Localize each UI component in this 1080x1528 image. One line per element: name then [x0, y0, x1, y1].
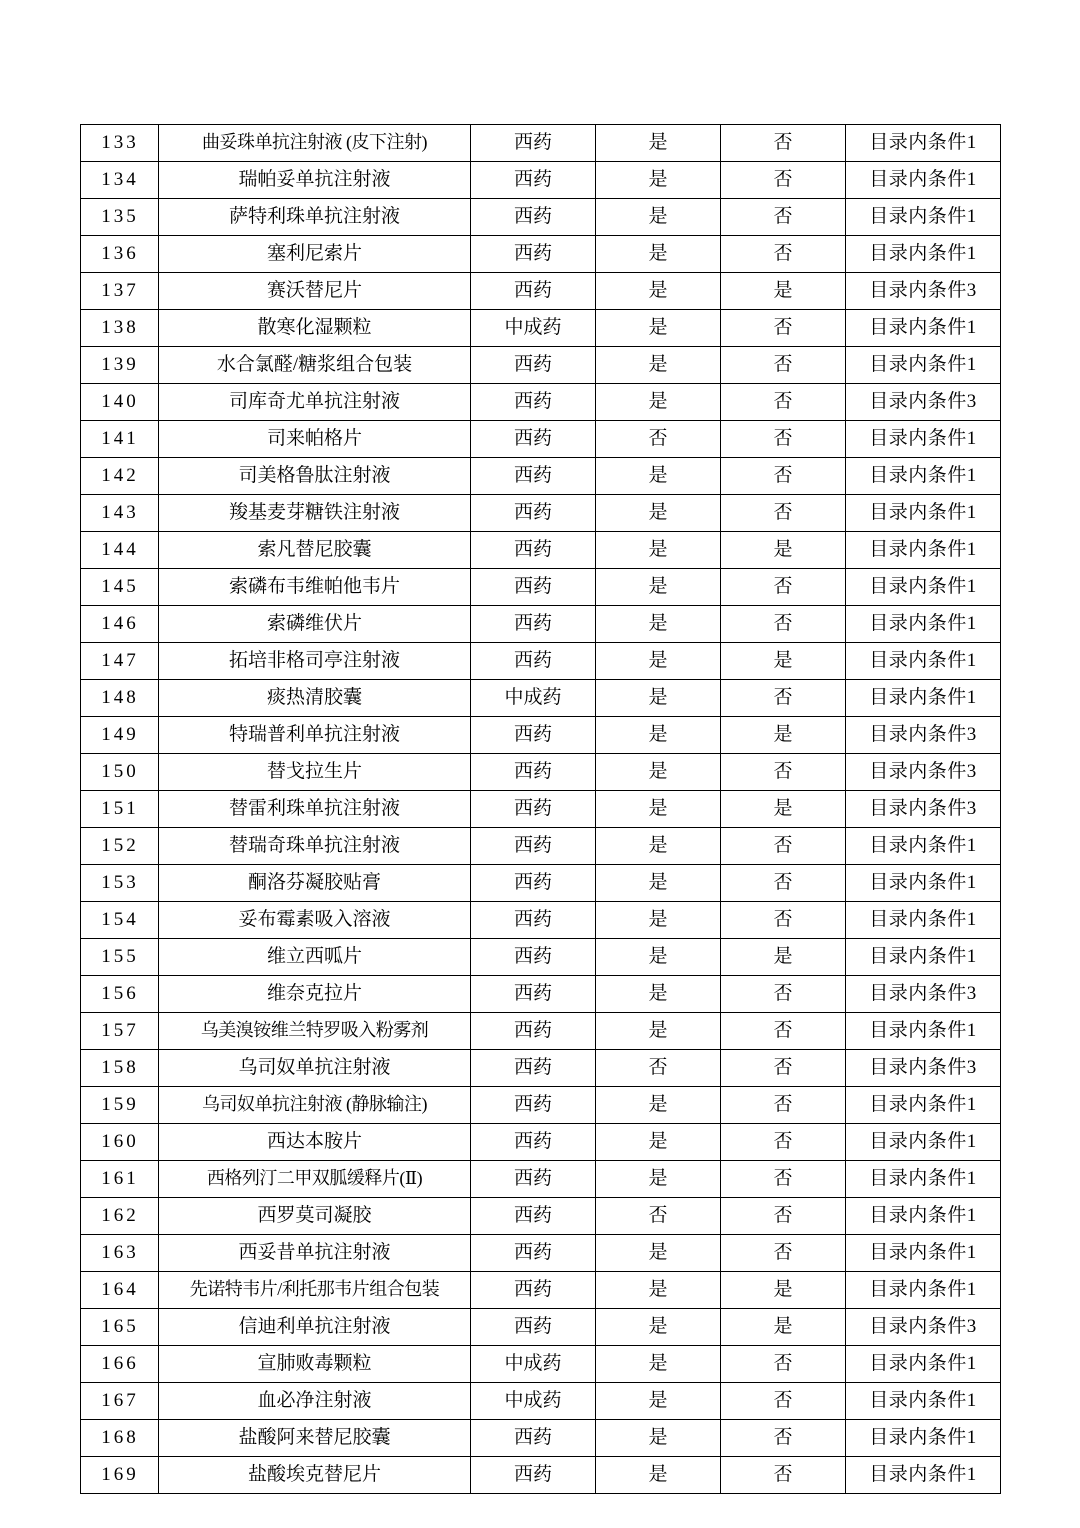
table-body: [81, 125, 1001, 1494]
row-index-cell: 137: [81, 273, 159, 310]
flag-b-cell: 否: [721, 865, 846, 902]
row-index-cell: 147: [81, 643, 159, 680]
flag-a-cell: 是: [596, 643, 721, 680]
flag-a-cell: 是: [596, 1457, 721, 1494]
table-row: [81, 1235, 1001, 1272]
flag-a-cell: 是: [596, 532, 721, 569]
table-row: [81, 347, 1001, 384]
table-row: [81, 162, 1001, 199]
drug-type-cell: 西药: [471, 717, 596, 754]
note-cell: 目录内条件1: [846, 458, 1001, 495]
note-cell: 目录内条件1: [846, 1420, 1001, 1457]
row-index-cell: 161: [81, 1161, 159, 1198]
table-row: [81, 1161, 1001, 1198]
row-index-cell: 169: [81, 1457, 159, 1494]
flag-a-cell: 否: [596, 1050, 721, 1087]
drug-type-cell: 西药: [471, 532, 596, 569]
flag-b-cell: 否: [721, 976, 846, 1013]
flag-a-cell: 是: [596, 273, 721, 310]
drug-name-cell: 索凡替尼胶囊: [159, 532, 471, 569]
flag-b-cell: 否: [721, 1050, 846, 1087]
note-cell: 目录内条件1: [846, 1383, 1001, 1420]
table-row: [81, 495, 1001, 532]
drug-type-cell: 西药: [471, 754, 596, 791]
flag-a-cell: 是: [596, 1383, 721, 1420]
table-row: [81, 1124, 1001, 1161]
flag-b-cell: 否: [721, 1124, 846, 1161]
flag-b-cell: 是: [721, 717, 846, 754]
drug-name-cell: 替雷利珠单抗注射液: [159, 791, 471, 828]
drug-type-cell: 西药: [471, 199, 596, 236]
drug-name-cell: 司美格鲁肽注射液: [159, 458, 471, 495]
row-index-cell: 168: [81, 1420, 159, 1457]
drug-name-cell: 塞利尼索片: [159, 236, 471, 273]
flag-a-cell: 否: [596, 1198, 721, 1235]
flag-b-cell: 是: [721, 1272, 846, 1309]
flag-b-cell: 否: [721, 162, 846, 199]
flag-b-cell: 否: [721, 828, 846, 865]
drug-name-cell: 维立西呱片: [159, 939, 471, 976]
drug-type-cell: 西药: [471, 347, 596, 384]
table-row: [81, 1013, 1001, 1050]
flag-a-cell: 是: [596, 976, 721, 1013]
flag-a-cell: 是: [596, 1272, 721, 1309]
note-cell: 目录内条件1: [846, 643, 1001, 680]
drug-name-cell: 妥布霉素吸入溶液: [159, 902, 471, 939]
note-cell: 目录内条件1: [846, 347, 1001, 384]
row-index-cell: 144: [81, 532, 159, 569]
note-cell: 目录内条件1: [846, 421, 1001, 458]
drug-type-cell: 中成药: [471, 680, 596, 717]
note-cell: 目录内条件1: [846, 199, 1001, 236]
drug-type-cell: 西药: [471, 976, 596, 1013]
note-cell: 目录内条件3: [846, 1309, 1001, 1346]
table-row: [81, 1457, 1001, 1494]
drug-type-cell: 西药: [471, 1013, 596, 1050]
flag-a-cell: 是: [596, 569, 721, 606]
flag-b-cell: 否: [721, 902, 846, 939]
row-index-cell: 152: [81, 828, 159, 865]
table-row: [81, 865, 1001, 902]
drug-name-cell: 乌司奴单抗注射液: [159, 1050, 471, 1087]
drug-type-cell: 西药: [471, 1161, 596, 1198]
flag-b-cell: 否: [721, 458, 846, 495]
table-row: [81, 1309, 1001, 1346]
note-cell: 目录内条件3: [846, 384, 1001, 421]
drug-type-cell: 中成药: [471, 1383, 596, 1420]
drug-type-cell: 西药: [471, 1309, 596, 1346]
note-cell: 目录内条件1: [846, 236, 1001, 273]
flag-b-cell: 否: [721, 606, 846, 643]
table-row: [81, 569, 1001, 606]
drug-type-cell: 中成药: [471, 310, 596, 347]
drug-type-cell: 西药: [471, 1050, 596, 1087]
table-row: [81, 902, 1001, 939]
flag-a-cell: 否: [596, 421, 721, 458]
flag-a-cell: 是: [596, 865, 721, 902]
table-row: [81, 1050, 1001, 1087]
flag-b-cell: 否: [721, 680, 846, 717]
row-index-cell: 154: [81, 902, 159, 939]
row-index-cell: 159: [81, 1087, 159, 1124]
table-row: [81, 976, 1001, 1013]
flag-b-cell: 否: [721, 1235, 846, 1272]
row-index-cell: 155: [81, 939, 159, 976]
drug-name-cell: 信迪利单抗注射液: [159, 1309, 471, 1346]
note-cell: 目录内条件1: [846, 532, 1001, 569]
flag-b-cell: 是: [721, 273, 846, 310]
drug-name-cell: 西格列汀二甲双胍缓释片(Ⅱ): [159, 1161, 471, 1198]
note-cell: 目录内条件1: [846, 1198, 1001, 1235]
flag-b-cell: 否: [721, 754, 846, 791]
flag-b-cell: 否: [721, 1420, 846, 1457]
table-row: [81, 754, 1001, 791]
flag-a-cell: 是: [596, 939, 721, 976]
row-index-cell: 167: [81, 1383, 159, 1420]
note-cell: 目录内条件1: [846, 606, 1001, 643]
drug-type-cell: 西药: [471, 273, 596, 310]
flag-a-cell: 是: [596, 199, 721, 236]
row-index-cell: 134: [81, 162, 159, 199]
flag-b-cell: 否: [721, 236, 846, 273]
drug-type-cell: 西药: [471, 125, 596, 162]
drug-name-cell: 散寒化湿颗粒: [159, 310, 471, 347]
row-index-cell: 157: [81, 1013, 159, 1050]
note-cell: 目录内条件1: [846, 865, 1001, 902]
note-cell: 目录内条件3: [846, 1050, 1001, 1087]
drug-name-cell: 血必净注射液: [159, 1383, 471, 1420]
flag-b-cell: 是: [721, 532, 846, 569]
flag-a-cell: 是: [596, 606, 721, 643]
flag-a-cell: 是: [596, 236, 721, 273]
flag-a-cell: 是: [596, 495, 721, 532]
drug-name-cell: 曲妥珠单抗注射液 (皮下注射): [159, 125, 471, 162]
flag-a-cell: 是: [596, 754, 721, 791]
flag-b-cell: 否: [721, 1198, 846, 1235]
flag-b-cell: 否: [721, 384, 846, 421]
table-row: [81, 1420, 1001, 1457]
drug-name-cell: 西达本胺片: [159, 1124, 471, 1161]
drug-type-cell: 西药: [471, 606, 596, 643]
drug-name-cell: 司来帕格片: [159, 421, 471, 458]
note-cell: 目录内条件1: [846, 162, 1001, 199]
drug-type-cell: 中成药: [471, 1346, 596, 1383]
note-cell: 目录内条件1: [846, 902, 1001, 939]
table-row: [81, 458, 1001, 495]
flag-b-cell: 否: [721, 1457, 846, 1494]
flag-a-cell: 是: [596, 791, 721, 828]
drug-name-cell: 西妥昔单抗注射液: [159, 1235, 471, 1272]
flag-b-cell: 否: [721, 1013, 846, 1050]
drug-name-cell: 维奈克拉片: [159, 976, 471, 1013]
drug-name-cell: 拓培非格司亭注射液: [159, 643, 471, 680]
drug-name-cell: 萨特利珠单抗注射液: [159, 199, 471, 236]
flag-a-cell: 是: [596, 902, 721, 939]
drug-type-cell: 西药: [471, 865, 596, 902]
drug-name-cell: 赛沃替尼片: [159, 273, 471, 310]
drug-type-cell: 西药: [471, 1087, 596, 1124]
note-cell: 目录内条件1: [846, 1124, 1001, 1161]
flag-a-cell: 是: [596, 680, 721, 717]
drug-name-cell: 索磷布韦维帕他韦片: [159, 569, 471, 606]
drug-catalog-table: [80, 124, 1001, 1494]
drug-name-cell: 宣肺败毒颗粒: [159, 1346, 471, 1383]
flag-a-cell: 是: [596, 384, 721, 421]
drug-name-cell: 痰热清胶囊: [159, 680, 471, 717]
note-cell: 目录内条件1: [846, 680, 1001, 717]
row-index-cell: 140: [81, 384, 159, 421]
flag-a-cell: 是: [596, 310, 721, 347]
table-row: [81, 1087, 1001, 1124]
row-index-cell: 143: [81, 495, 159, 532]
table-row: [81, 1383, 1001, 1420]
row-index-cell: 158: [81, 1050, 159, 1087]
table-row: [81, 1346, 1001, 1383]
drug-name-cell: 先诺特韦片/利托那韦片组合包装: [159, 1272, 471, 1309]
row-index-cell: 156: [81, 976, 159, 1013]
drug-type-cell: 西药: [471, 643, 596, 680]
drug-type-cell: 西药: [471, 162, 596, 199]
drug-name-cell: 特瑞普利单抗注射液: [159, 717, 471, 754]
drug-name-cell: 酮洛芬凝胶贴膏: [159, 865, 471, 902]
drug-name-cell: 司库奇尤单抗注射液: [159, 384, 471, 421]
table-row: [81, 717, 1001, 754]
drug-name-cell: 盐酸阿来替尼胶囊: [159, 1420, 471, 1457]
table-row: [81, 384, 1001, 421]
row-index-cell: 145: [81, 569, 159, 606]
flag-a-cell: 是: [596, 1346, 721, 1383]
row-index-cell: 142: [81, 458, 159, 495]
row-index-cell: 146: [81, 606, 159, 643]
table-row: [81, 421, 1001, 458]
row-index-cell: 149: [81, 717, 159, 754]
flag-a-cell: 是: [596, 125, 721, 162]
drug-type-cell: 西药: [471, 495, 596, 532]
flag-a-cell: 是: [596, 1087, 721, 1124]
flag-b-cell: 是: [721, 939, 846, 976]
drug-type-cell: 西药: [471, 828, 596, 865]
flag-b-cell: 否: [721, 1383, 846, 1420]
drug-type-cell: 西药: [471, 1420, 596, 1457]
flag-b-cell: 否: [721, 347, 846, 384]
drug-name-cell: 水合氯醛/糖浆组合包装: [159, 347, 471, 384]
table-row: [81, 791, 1001, 828]
drug-name-cell: 乌司奴单抗注射液 (静脉输注): [159, 1087, 471, 1124]
drug-name-cell: 西罗莫司凝胶: [159, 1198, 471, 1235]
row-index-cell: 151: [81, 791, 159, 828]
flag-a-cell: 是: [596, 1420, 721, 1457]
note-cell: 目录内条件1: [846, 828, 1001, 865]
row-index-cell: 148: [81, 680, 159, 717]
note-cell: 目录内条件1: [846, 1087, 1001, 1124]
table-row: [81, 273, 1001, 310]
row-index-cell: 164: [81, 1272, 159, 1309]
table-row: [81, 680, 1001, 717]
note-cell: 目录内条件1: [846, 1161, 1001, 1198]
drug-name-cell: 羧基麦芽糖铁注射液: [159, 495, 471, 532]
flag-a-cell: 是: [596, 347, 721, 384]
drug-type-cell: 西药: [471, 1272, 596, 1309]
note-cell: 目录内条件1: [846, 1235, 1001, 1272]
flag-b-cell: 是: [721, 1309, 846, 1346]
row-index-cell: 163: [81, 1235, 159, 1272]
flag-a-cell: 是: [596, 1013, 721, 1050]
note-cell: 目录内条件1: [846, 310, 1001, 347]
row-index-cell: 141: [81, 421, 159, 458]
row-index-cell: 139: [81, 347, 159, 384]
flag-b-cell: 否: [721, 569, 846, 606]
table-row: [81, 236, 1001, 273]
note-cell: 目录内条件3: [846, 754, 1001, 791]
flag-a-cell: 是: [596, 1124, 721, 1161]
drug-name-cell: 乌美溴铵维兰特罗吸入粉雾剂: [159, 1013, 471, 1050]
flag-b-cell: 是: [721, 791, 846, 828]
flag-a-cell: 是: [596, 717, 721, 754]
note-cell: 目录内条件3: [846, 976, 1001, 1013]
drug-type-cell: 西药: [471, 1124, 596, 1161]
flag-a-cell: 是: [596, 1309, 721, 1346]
table-row: [81, 828, 1001, 865]
flag-b-cell: 是: [721, 643, 846, 680]
drug-type-cell: 西药: [471, 236, 596, 273]
drug-type-cell: 西药: [471, 458, 596, 495]
row-index-cell: 135: [81, 199, 159, 236]
flag-a-cell: 是: [596, 1235, 721, 1272]
row-index-cell: 160: [81, 1124, 159, 1161]
table-row: [81, 1198, 1001, 1235]
flag-b-cell: 否: [721, 199, 846, 236]
drug-type-cell: 西药: [471, 1235, 596, 1272]
note-cell: 目录内条件1: [846, 495, 1001, 532]
drug-type-cell: 西药: [471, 569, 596, 606]
table-row: [81, 1272, 1001, 1309]
table-row: [81, 125, 1001, 162]
row-index-cell: 138: [81, 310, 159, 347]
drug-type-cell: 西药: [471, 1198, 596, 1235]
row-index-cell: 153: [81, 865, 159, 902]
note-cell: 目录内条件1: [846, 125, 1001, 162]
row-index-cell: 136: [81, 236, 159, 273]
table-row: [81, 199, 1001, 236]
row-index-cell: 162: [81, 1198, 159, 1235]
note-cell: 目录内条件1: [846, 1272, 1001, 1309]
note-cell: 目录内条件1: [846, 1013, 1001, 1050]
note-cell: 目录内条件3: [846, 791, 1001, 828]
flag-b-cell: 否: [721, 1346, 846, 1383]
flag-b-cell: 否: [721, 421, 846, 458]
table-row: [81, 310, 1001, 347]
flag-a-cell: 是: [596, 828, 721, 865]
table-row: [81, 532, 1001, 569]
table-row: [81, 606, 1001, 643]
drug-name-cell: 盐酸埃克替尼片: [159, 1457, 471, 1494]
drug-name-cell: 替戈拉生片: [159, 754, 471, 791]
table-row: [81, 643, 1001, 680]
note-cell: 目录内条件1: [846, 939, 1001, 976]
flag-b-cell: 否: [721, 495, 846, 532]
note-cell: 目录内条件1: [846, 1346, 1001, 1383]
drug-name-cell: 替瑞奇珠单抗注射液: [159, 828, 471, 865]
note-cell: 目录内条件1: [846, 569, 1001, 606]
row-index-cell: 133: [81, 125, 159, 162]
drug-type-cell: 西药: [471, 421, 596, 458]
note-cell: 目录内条件3: [846, 717, 1001, 754]
drug-name-cell: 索磷维伏片: [159, 606, 471, 643]
drug-type-cell: 西药: [471, 791, 596, 828]
flag-a-cell: 是: [596, 162, 721, 199]
note-cell: 目录内条件3: [846, 273, 1001, 310]
row-index-cell: 165: [81, 1309, 159, 1346]
flag-b-cell: 否: [721, 1087, 846, 1124]
flag-a-cell: 是: [596, 458, 721, 495]
row-index-cell: 166: [81, 1346, 159, 1383]
flag-a-cell: 是: [596, 1161, 721, 1198]
drug-name-cell: 瑞帕妥单抗注射液: [159, 162, 471, 199]
flag-b-cell: 否: [721, 310, 846, 347]
row-index-cell: 150: [81, 754, 159, 791]
drug-type-cell: 西药: [471, 1457, 596, 1494]
drug-type-cell: 西药: [471, 939, 596, 976]
flag-b-cell: 否: [721, 125, 846, 162]
flag-b-cell: 否: [721, 1161, 846, 1198]
drug-type-cell: 西药: [471, 384, 596, 421]
drug-type-cell: 西药: [471, 902, 596, 939]
note-cell: 目录内条件1: [846, 1457, 1001, 1494]
table-row: [81, 939, 1001, 976]
